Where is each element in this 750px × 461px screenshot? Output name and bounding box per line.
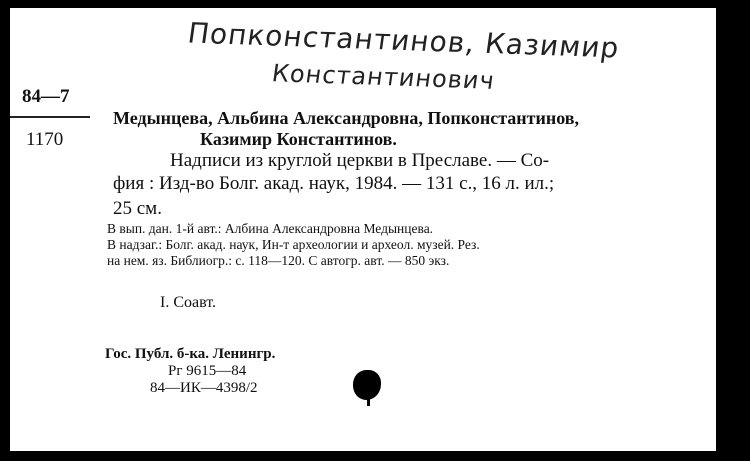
entry-heading-authors-continued: Казимир Константинов.: [200, 129, 397, 149]
library-record-number: Рг 9615—84: [168, 363, 247, 379]
entry-publication: фия : Изд-во Болг. акад. наук, 1984. — 131 с., 16 л. ил.;: [113, 173, 555, 194]
entry-note-line3: на нем. яз. Библиогр.: с. 118—120. С автогр. авт. — 850 экз.: [107, 253, 450, 268]
entry-title: Надписи из круглой церкви в Преславе. — Со-: [170, 150, 550, 171]
library-name: Гос. Публ. б-ка. Ленингр.: [105, 346, 276, 362]
ink-blot-tail: [367, 394, 370, 406]
call-number-bottom: 1170: [26, 129, 64, 150]
call-number-top: 84—7: [22, 86, 70, 107]
library-catalog-id: 84—ИК—4398/2: [150, 380, 258, 396]
entry-subject-heading: I. Соавт.: [160, 294, 217, 311]
entry-note-line2: В надзаг.: Болг. акад. наук, Ин-т археологии и археол. музей. Рез.: [107, 237, 480, 252]
handwritten-name-line2: Константинович: [270, 59, 497, 95]
entry-dimensions: 25 см.: [113, 198, 162, 219]
handwritten-name-line1: Попконстантинов, Казимир: [185, 16, 622, 65]
catalog-card: [10, 8, 716, 451]
entry-note-line1: В вып. дан. 1-й авт.: Албина Александровна Медынцева.: [107, 221, 434, 236]
call-number-divider: [10, 116, 90, 118]
entry-heading-authors: Медынцева, Альбина Александровна, Попконстантинов,: [113, 108, 579, 128]
